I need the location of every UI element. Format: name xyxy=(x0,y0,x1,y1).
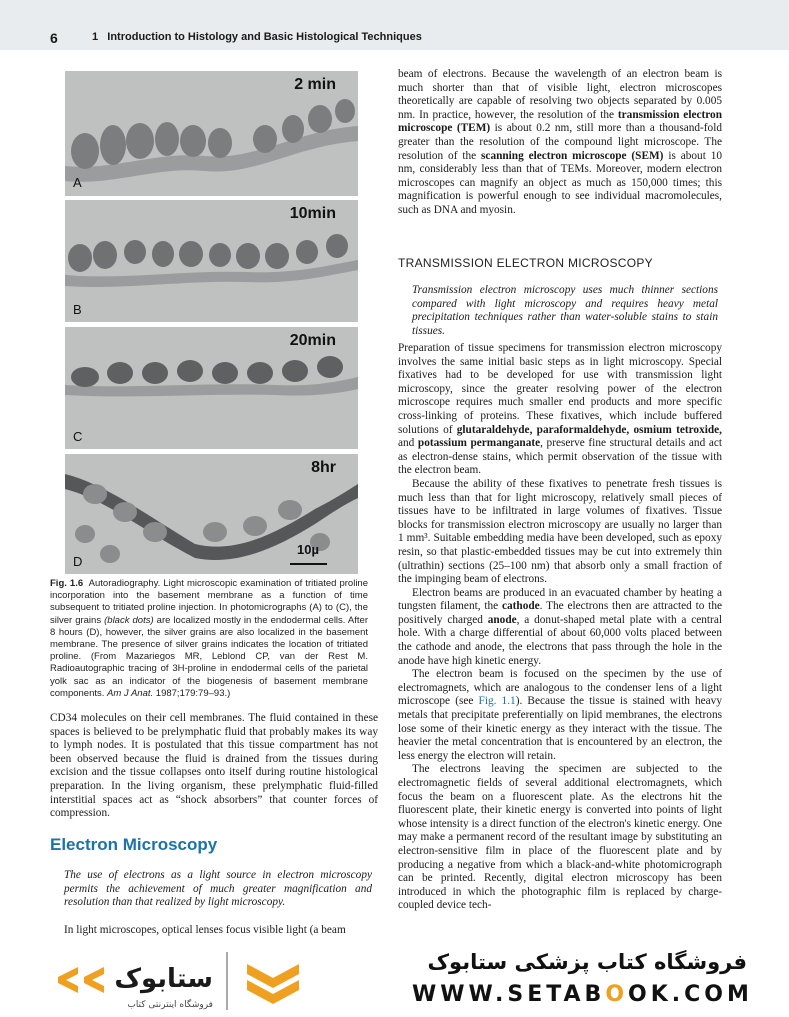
r-p1d: scanning electron microscope (SEM) xyxy=(481,149,664,162)
r-p1c: is about 0.2 nm, still more than a thousand-fold greater than the resolution of the compound light microscope. The resolution of the xyxy=(398,122,722,162)
footer-divider xyxy=(226,952,228,1010)
panel-d-scale: 10µ xyxy=(297,542,319,557)
r-p1e: is about 10 nm, considerably less than that of TEMs. Moreover, modern electron microscopes can magnify an object as much as 150,000 times; this magnification is powerful enough to see individual macromolecules, such as DNA and myosin. xyxy=(398,149,723,216)
caption-journal: Am J Anat. xyxy=(107,687,154,699)
caption-italic: (black dots) xyxy=(104,614,154,626)
panel-d-letter: D xyxy=(73,554,83,569)
r-p4e: , a donut-shaped metal plate with a central hole. With a charge differential of about 60,000 volts placed between the cathode and anode, the electrons that pass through the hole in the anode have high kinetic energy. xyxy=(398,613,722,667)
panel-b-time: 10min xyxy=(289,205,336,222)
running-header xyxy=(0,0,789,50)
panel-b-letter: B xyxy=(73,302,82,317)
logo-text: ستابوک xyxy=(114,964,213,994)
r-p2d: potassium permanganate xyxy=(417,437,541,450)
figure-panel-c xyxy=(65,327,358,449)
r-p1b: transmission electron microscope (TEM) xyxy=(398,108,722,135)
setabook-logo xyxy=(48,952,218,1017)
r-p2a: Preparation of tissue specimens for transmission electron microscopy involves the same initial basic steps as in light microscopy. Special fixatives had to be developed for use with transmission light microscopy, since the greater resolving power of the electron microscope requires much smaller end products and more specific cross-linking of proteins. These fixatives, which include buffered solutions of xyxy=(398,342,722,436)
r-p3: Because the ability of these fixatives to penetrate fresh tissues is much less than that for light microscopy, relatively small pieces of tissues have to be infiltrated in large volumes of fixatives. Tissue blocks for transmission electron microscopy are usually no larger than 1 mm³. Suitable embedding media have been developed, such as epoxy resin, so that plastic-embedded tissues may be cut into extremely thin (ultrathin) sections (25–100 nm) that absorb only a small fraction of the impinging beam of electrons. xyxy=(398,477,722,586)
logo-subtext: فروشگاه اینترنتی کتاب xyxy=(127,1000,213,1010)
figure-panel-d xyxy=(65,454,358,574)
left-para-2-text: In light microscopes, optical lenses focus visible light (a beam xyxy=(64,924,346,936)
figure-panel-a xyxy=(65,71,358,196)
r-p5b: ). Because the tissue is stained with heavy metals that precipitate preferentially on lipid membranes, the electrons lose some of their kinetic energy as they interact with the tissue. The heavier the metal concentration that is encountered by an electron, the less energy the electron will retain. xyxy=(398,695,722,762)
caption-label: Fig. 1.6 xyxy=(50,578,84,589)
r-p4d: anode xyxy=(487,613,517,626)
figure-panel-b xyxy=(65,200,358,322)
panel-d-time: 8hr xyxy=(311,459,336,476)
caption-text-1: Autoradiography. Light microscopic examination of tritiated proline incorporation into the basement membrane as a function of time subsequent to tritiated proline injection. In photomicrographs (A) to (C), the silver grains xyxy=(50,578,369,626)
r-p2b: glutaraldehyde, paraformaldehyde, osmium tetroxide, xyxy=(456,423,722,436)
r-p4c: . The electrons then are attracted to the positively charged xyxy=(398,600,722,626)
r-p2c: and xyxy=(398,437,418,450)
panel-a-time: 2 min xyxy=(294,76,336,93)
panel-c-letter: C xyxy=(73,429,83,444)
page-number: 6 xyxy=(50,30,58,46)
r-p1a: beam of electrons. Because the wavelength of an electron beam is much shorter than that of visible light, electron microscopes theoretically are capable of resolving two objects separated by 0.005 nm. In practice, however, the resolution of the xyxy=(398,68,722,121)
left-intro-italic xyxy=(64,869,372,910)
panel-c-time: 20min xyxy=(289,332,336,349)
r-p5a: The electron beam is focused on the specimen by the use of electromagnets, which are analogous to the condenser lens of a light microscope (see xyxy=(398,668,722,708)
right-paragraph-1 xyxy=(398,68,722,218)
caption-text-3: 1987;179:79–93.) xyxy=(153,687,231,699)
panel-a-letter: A xyxy=(73,175,82,190)
store-name: فروشگاه کتاب پزشکی ستابوک xyxy=(427,950,747,974)
r-p6: The electrons leaving the specimen are subjected to the electromagnetic fields of several additional electromagnets, which focus the beam on a fluorescent plate. As the electrons hit the fluorescent plate, their kinetic energy is converted into points of light whose intensity is a direct function of the electron's kinetic energy. One may make a permanent record of the resultant image by substituting an electron-sensitive film in place of the fluorescent plate and by producing a negative from which a black-and-white photomicrograph can be printed. Recently, digital electron microscopy has been introduced in which the photographic film is replaced by charge-coupled device tech- xyxy=(398,763,722,912)
chapter-title: 1 Introduction to Histology and Basic Histological Techniques xyxy=(92,31,422,43)
right-intro-italic xyxy=(412,284,718,338)
caption-text-2: are localized mostly in the endodermal cells. After 8 hours (D), however, the silver grains are also localized in the basement membrane. The presence of silver grains indicates the location of tritiated proline. (From Mazariegos MR, Leblond CP, van der Rest M. Radioautographic tracing of 3H-proline in endodermal cells of the parietal yolk sac as an indicator of the biogenesis of basement membrane components. xyxy=(50,614,368,699)
figure-link[interactable]: Fig. 1.1 xyxy=(478,695,516,708)
left-paragraph-2 xyxy=(50,924,378,937)
url-part-o: O xyxy=(605,982,629,1007)
r-p4b: cathode xyxy=(501,600,540,613)
r-p4a: Electron beams are produced in an evacuated chamber by heating a tungsten filament, the xyxy=(398,586,722,613)
figure-caption xyxy=(50,578,368,700)
chevron-logo-icon xyxy=(243,960,303,1011)
left-intro-text: The use of electrons as a light source in electron microscopy permits the achievement of much greater magnification and resolution than that realized by light microscopy. xyxy=(64,869,372,909)
subheading-tem: TRANSMISSION ELECTRON MICROSCOPY xyxy=(398,256,653,270)
url-part-2: OK.COM xyxy=(628,982,753,1007)
store-url[interactable] xyxy=(412,982,753,1007)
section-heading-electron-microscopy: Electron Microscopy xyxy=(50,835,218,854)
right-body xyxy=(398,342,722,937)
r-p2e: , preserve fine structural details and act as electron-dense stains, which permit observation of the tissue with the electron beam. xyxy=(398,437,722,477)
left-para-1-text: CD34 molecules on their cell membranes. The fluid contained in these spaces is believed to be prelymphatic fluid that probably makes its way to lymph nodes. It is postulated that this tissue compartment has not been observed because the fluid is drained from the tissues during excision and the tissue collapses onto itself during routine histological preparation. In the living organism, these prelymphatic fluid-filled interstitial spaces act as “shock absorbers” that counter forces of compression. xyxy=(50,712,378,820)
left-paragraph-1 xyxy=(50,712,378,821)
url-part-1: WWW.SETAB xyxy=(412,982,606,1007)
right-intro-text: Transmission electron microscopy uses much thinner sections compared with light microscopy and requires heavy metal precipitation techniques rather than water-soluble stains to stain tissues. xyxy=(412,284,718,337)
logo-mark xyxy=(48,952,218,1012)
